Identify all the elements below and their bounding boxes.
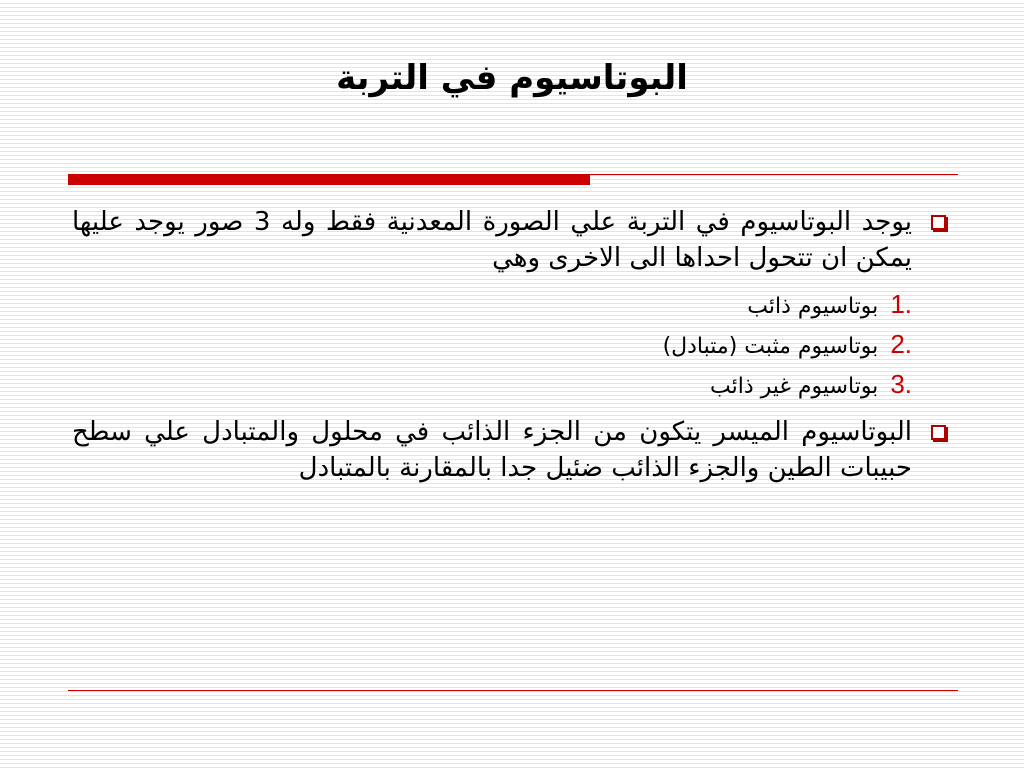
bullet-item [72, 204, 956, 276]
list-item [72, 284, 912, 324]
numbered-list [72, 284, 956, 404]
bullet-text: يوجد البوتاسيوم في التربة علي الصورة المعدنية فقط وله 3 صور يوجد عليها يمكن ان تتحول احداها الى الاخرى وهي [72, 207, 912, 273]
list-item-text: بوتاسيوم ذائب [747, 294, 879, 319]
list-item-text: بوتاسيوم مثبت (متبادل) [662, 334, 879, 359]
list-number: 1. [890, 289, 912, 319]
list-item [72, 364, 912, 404]
hollow-square-bullet-icon [931, 215, 946, 230]
title-divider-thin [590, 174, 958, 175]
footer-divider [68, 690, 958, 691]
slide-title: البوتاسيوم في التربة [336, 58, 688, 98]
hollow-square-bullet-icon [931, 425, 946, 440]
list-item-text: بوتاسيوم غير ذائب [710, 374, 879, 399]
list-item [72, 324, 912, 364]
title-divider-thick [68, 174, 590, 185]
slide-content [72, 204, 956, 486]
bullet-item [72, 414, 956, 486]
list-number: 2. [890, 329, 912, 359]
title-divider [68, 174, 958, 185]
list-number: 3. [890, 369, 912, 399]
bullet-text: البوتاسيوم الميسر يتكون من الجزء الذائب في محلول والمتبادل علي سطح حبيبات الطين والجزء الذائب ضئيل جدا بالمقارنة بالمتبادل [72, 417, 912, 483]
